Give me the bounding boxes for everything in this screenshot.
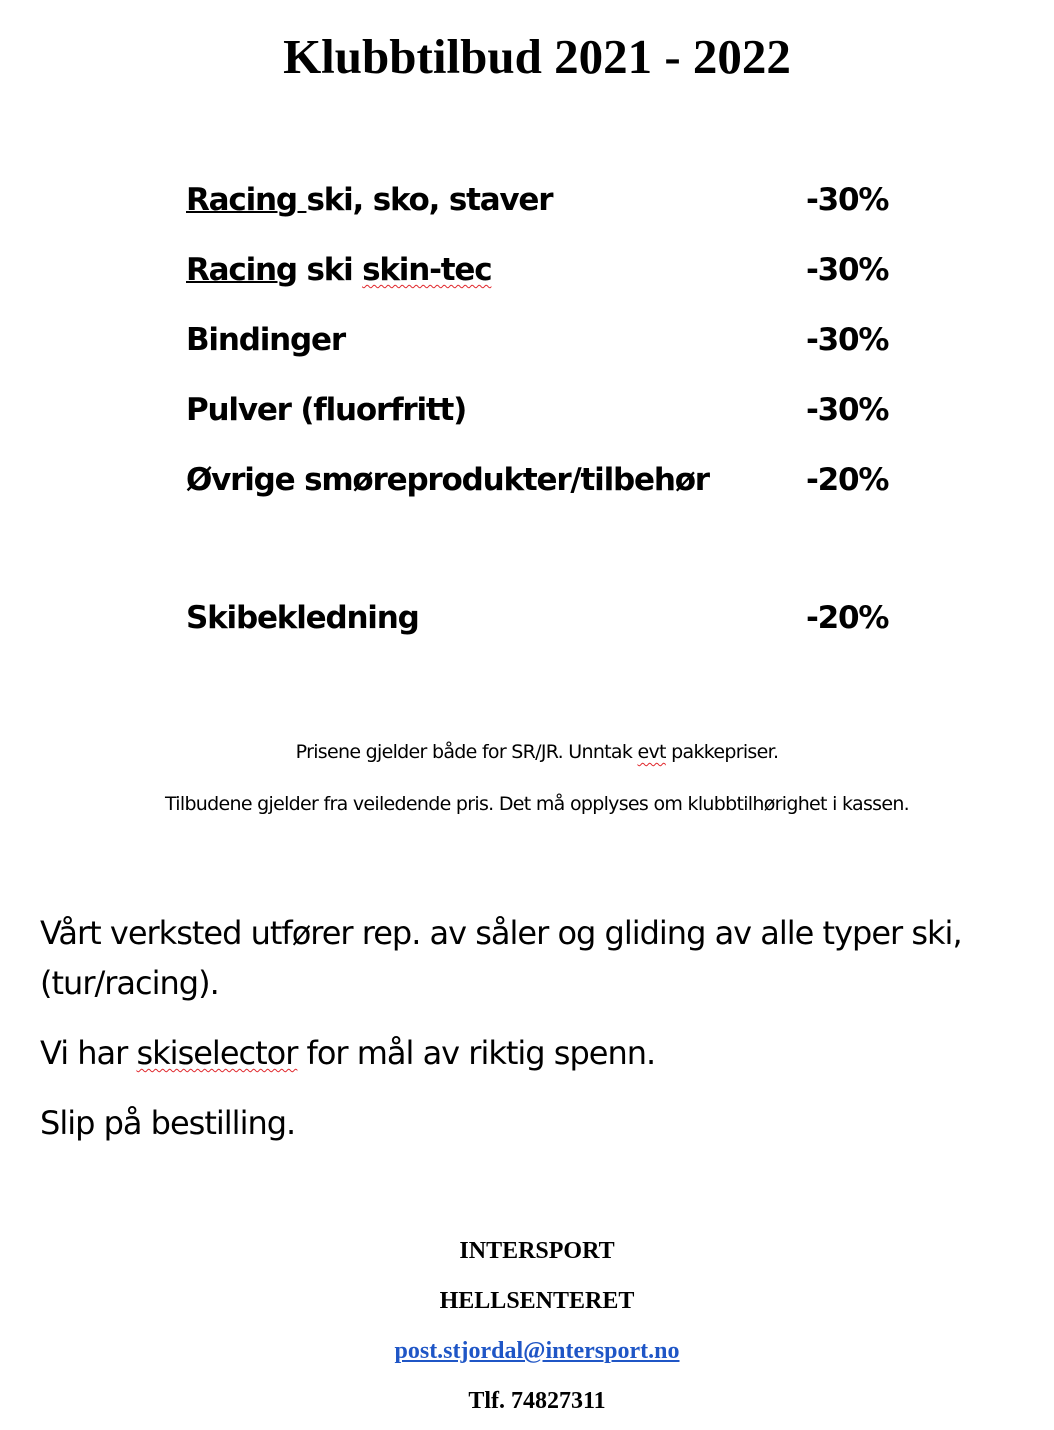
offer-discount: -20% (806, 600, 889, 636)
note-text: pakkepriser. (665, 741, 779, 763)
workshop-line-1: Vårt verksted utfører rep. av såler og gliding av alle typer ski, (40, 914, 962, 952)
offer-smoreprodukter (186, 462, 896, 498)
offer-label: Bindinger (186, 322, 345, 358)
para-text: for mål av riktig spenn. (297, 1034, 656, 1072)
offer-racing-ski (186, 182, 896, 218)
offer-racing-skin-tec (186, 252, 896, 288)
workshop-line-4: Slip på bestilling. (40, 1104, 296, 1142)
offer-discount: -30% (806, 182, 889, 218)
footer-phone: Tlf. 74827311 (468, 1388, 606, 1414)
note-text: Prisene gjelder både for SR/JR. Unntak (295, 741, 638, 763)
offer-discount: -30% (806, 252, 889, 288)
offer-label: Skibekledning (186, 600, 419, 636)
note-prices (0, 741, 1054, 763)
note-membership: Tilbudene gjelder fra veiledende pris. Det må opplyses om klubbtilhørighet i kassen. (164, 793, 910, 815)
page-title: Klubbtilbud 2021 - 2022 (283, 29, 791, 84)
offer-discount: -30% (806, 322, 889, 358)
offer-skibekledning (186, 600, 896, 636)
offer-pulver (186, 392, 896, 428)
workshop-line-3 (40, 1034, 655, 1072)
spellcheck-flagged-word: evt (637, 741, 666, 763)
offer-underlined: Racing (186, 252, 297, 288)
offer-label: Pulver (fluorfritt) (186, 392, 467, 428)
offer-label: ski (296, 252, 363, 288)
footer-email-row (0, 1338, 1054, 1365)
footer-company: INTERSPORT (459, 1238, 615, 1264)
offer-discount: -20% (806, 462, 889, 498)
offer-underlined: Racing (186, 182, 307, 218)
workshop-line-2: (tur/racing). (40, 964, 219, 1002)
footer-location: HELLSENTERET (439, 1288, 635, 1314)
offer-label: ski, sko, staver (306, 182, 553, 218)
offer-bindinger (186, 322, 896, 358)
spellcheck-flagged-word: skin-tec (362, 252, 492, 288)
offer-label: Øvrige smøreprodukter/tilbehør (186, 462, 709, 498)
email-link[interactable]: post.stjordal@intersport.no (394, 1338, 680, 1364)
spellcheck-flagged-word: skiselector (136, 1034, 298, 1072)
offer-discount: -30% (806, 392, 889, 428)
para-text: Vi har (40, 1034, 137, 1072)
